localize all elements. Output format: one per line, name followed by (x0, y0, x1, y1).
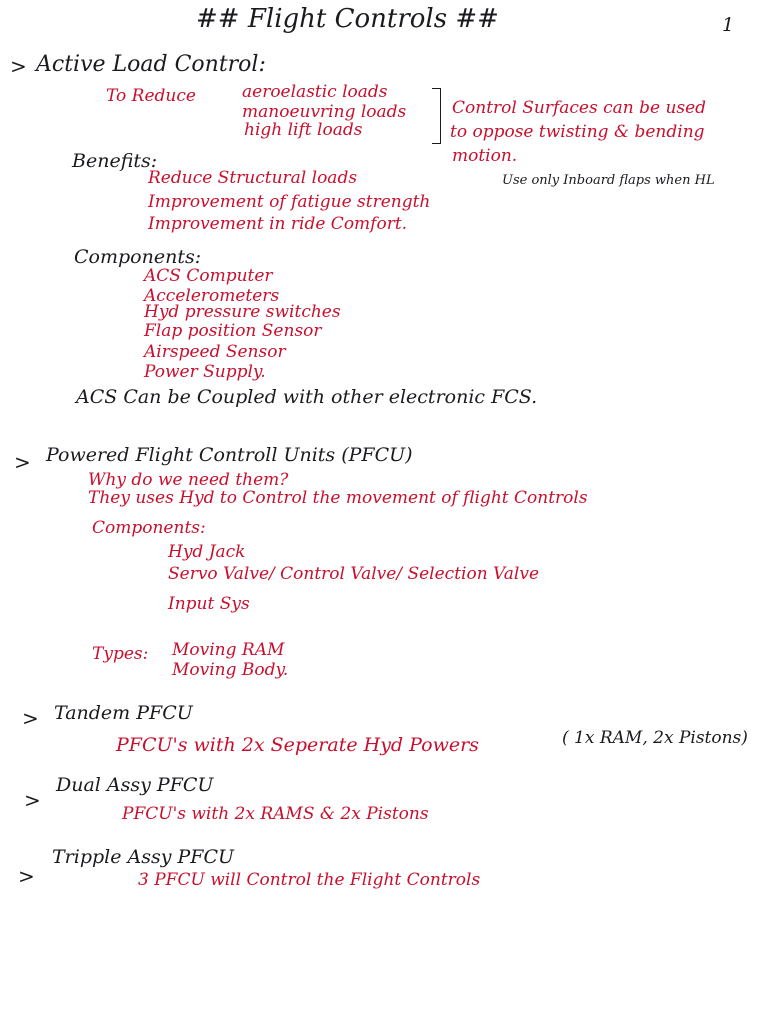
inboard-flaps-note: Use only Inboard flaps when HL (502, 173, 715, 188)
pfcu-types-label: Types: (92, 644, 149, 664)
benefit-item: Improvement of fatigue strength (148, 192, 431, 212)
benefit-item: Reduce Structural loads (148, 168, 358, 188)
surfaces-note-line: Control Surfaces can be used (452, 98, 707, 118)
tandem-heading: Tandem PFCU (54, 702, 193, 724)
benefit-item: Improvement in ride Comfort. (148, 214, 408, 234)
pfcu-type-item: Moving RAM (172, 640, 285, 660)
to-reduce-label: To Reduce (106, 86, 196, 106)
bullet-marker: > (14, 450, 31, 474)
page-number: 1 (722, 14, 735, 36)
acs-coupled-note: ACS Can be Coupled with other electronic FCS. (76, 386, 538, 408)
tripple-heading: Tripple Assy PFCU (52, 846, 235, 868)
tandem-note: ( 1x RAM, 2x Pistons) (562, 728, 748, 748)
reduce-item: manoeuvring loads (242, 102, 407, 122)
acs-component-item: Power Supply. (144, 362, 266, 382)
acs-components-label: Components: (74, 246, 202, 268)
tripple-detail: 3 PFCU will Control the Flight Controls (138, 870, 481, 890)
acs-heading: Active Load Control: (36, 52, 266, 77)
tandem-detail: PFCU's with 2x Seperate Hyd Powers (116, 734, 479, 756)
acs-component-item: ACS Computer (144, 266, 273, 286)
page-title: ## Flight Controls ## (196, 4, 499, 34)
acs-component-item: Hyd pressure switches (144, 302, 341, 322)
reduce-bracket (432, 88, 441, 144)
pfcu-type-item: Moving Body. (172, 660, 289, 680)
dual-detail: PFCU's with 2x RAMS & 2x Pistons (122, 804, 429, 824)
surfaces-note-line: motion. (452, 146, 518, 166)
bullet-marker: > (22, 706, 39, 730)
bullet-marker: > (24, 788, 41, 812)
dual-heading: Dual Assy PFCU (56, 774, 214, 796)
bullet-marker: > (10, 54, 27, 78)
pfcu-components-label: Components: (92, 518, 206, 538)
pfcu-heading: Powered Flight Controll Units (PFCU) (46, 444, 413, 466)
reduce-item: aeroelastic loads (242, 82, 388, 102)
pfcu-question: Why do we need them? (88, 470, 289, 490)
benefits-label: Benefits: (72, 150, 158, 172)
acs-component-item: Accelerometers (144, 286, 280, 306)
bullet-marker: > (18, 864, 35, 888)
reduce-item: high lift loads (244, 120, 363, 140)
pfcu-component-item: Hyd Jack (168, 542, 246, 562)
acs-component-item: Flap position Sensor (144, 321, 322, 341)
acs-component-item: Airspeed Sensor (144, 342, 286, 362)
pfcu-component-item: Servo Valve/ Control Valve/ Selection Valve (168, 564, 540, 584)
surfaces-note-line: to oppose twisting & bending (450, 122, 705, 142)
pfcu-component-item: Input Sys (168, 594, 250, 614)
pfcu-answer: They uses Hyd to Control the movement of flight Controls (88, 488, 588, 508)
